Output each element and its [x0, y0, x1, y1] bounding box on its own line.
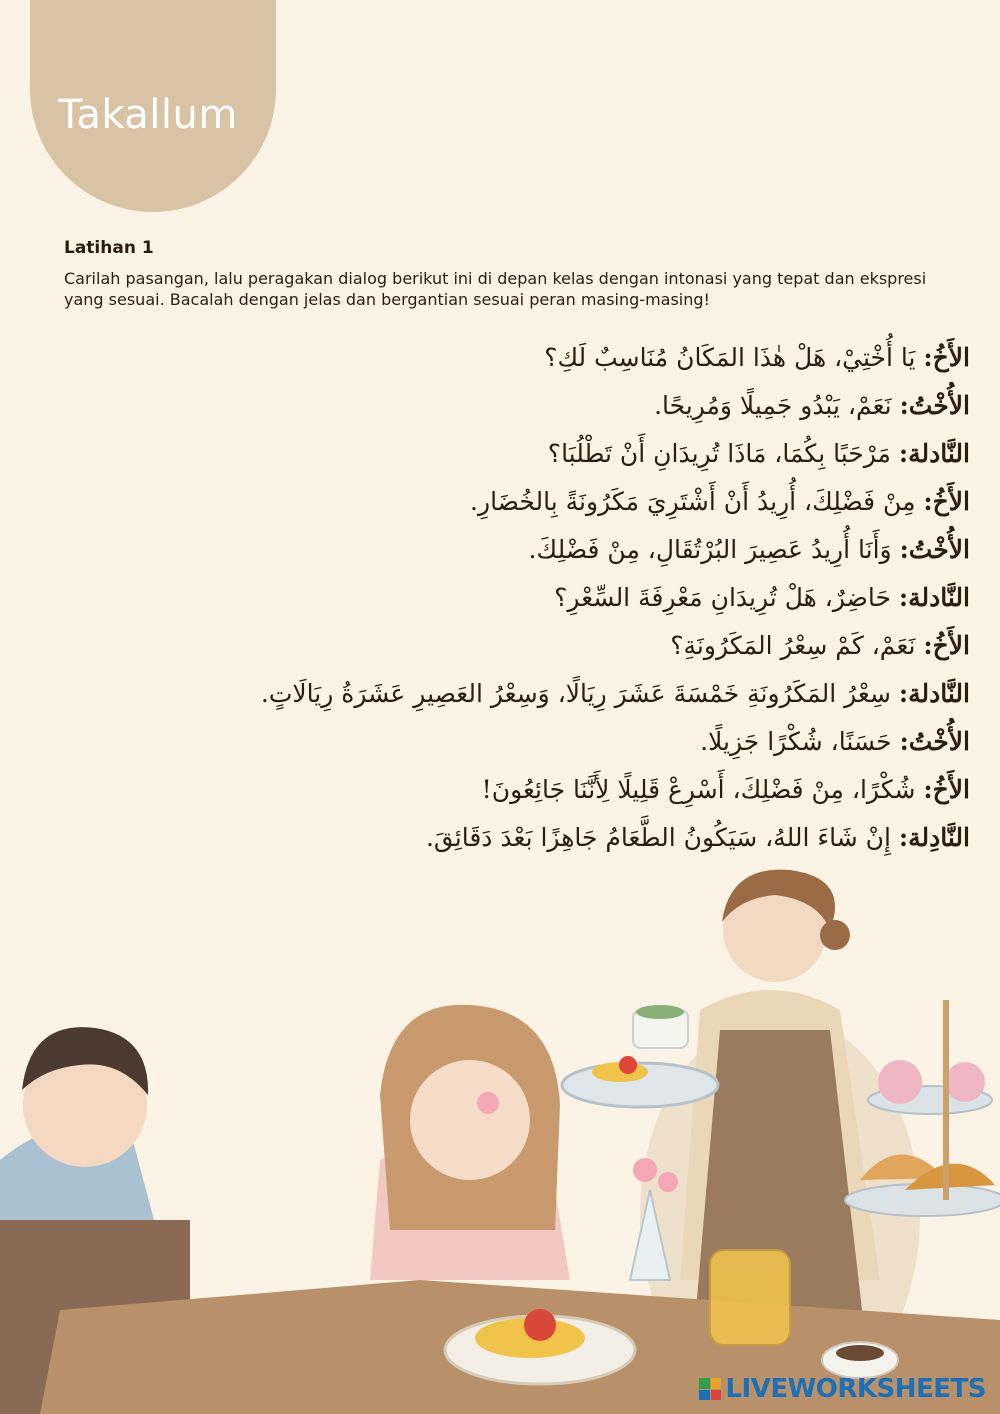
liveworksheets-logo [699, 1374, 986, 1404]
brand-text: LIVEWORKSHEETS [725, 1374, 986, 1404]
dialog-speaker: الأَخُ: [923, 343, 970, 372]
dialog-speaker: النَّادلة: [898, 439, 970, 468]
dialog-line [30, 576, 970, 624]
dialog-text: نَعَمْ، كَمْ سِعْرُ المَكَرُونَةِ؟ [670, 631, 924, 660]
dialog-text: وَأَنَا أُرِيدُ عَصِيرَ البُرْتُقَالِ، مِنْ فَضْلِكَ. [528, 535, 900, 564]
dialog-speaker: الأَخُ: [923, 487, 970, 516]
dialog-text: مَرْحَبًا بِكُمَا، مَاذَا تُرِيدَانِ أَنْ تَطْلُبَا؟ [547, 439, 899, 468]
dialog-speaker: النَّادلة: [898, 679, 970, 708]
dialog-text: إِنْ شَاءَ اللهُ، سَيَكُونُ الطَّعَامُ جَاهِزًا بَعْدَ دَقَائِقَ. [425, 823, 899, 852]
dialog-speaker: الأُخْتُ: [899, 391, 970, 420]
dialog-line [30, 432, 970, 480]
dialog-text: مِنْ فَضْلِكَ، أُرِيدُ أَنْ أَشْتَرِيَ مَكَرُونَةً بِالخُضَارِ. [470, 487, 924, 516]
dialog-text: سِعْرُ المَكَرُونَةِ خَمْسَةَ عَشَرَ رِيَالًا، وَسِعْرُ العَصِيرِ عَشَرَةُ رِيَالَاتٍ. [260, 679, 899, 708]
dialog-speaker: الأَخُ: [923, 775, 970, 804]
dialog-list [30, 336, 970, 864]
dialog-speaker: الأُخْتُ: [899, 727, 970, 756]
dialog-line [30, 672, 970, 720]
dialog-speaker: الأَخُ: [923, 631, 970, 660]
page-title: Takallum [58, 92, 238, 138]
dialog-line [30, 624, 970, 672]
dialog-line [30, 720, 970, 768]
dialog-speaker: الأُخْتُ: [899, 535, 970, 564]
dialog-text: حَاضِرٌ، هَلْ تُرِيدَانِ مَعْرِفَةَ السِّعْرِ؟ [554, 583, 899, 612]
dialog-line [30, 528, 970, 576]
dialog-line [30, 336, 970, 384]
dialog-text: شُكْرًا، مِنْ فَضْلِكَ، أَسْرِعْ قَلِيلًا لِأَنَّنَا جَائِعُونَ! [481, 775, 924, 804]
exercise-title: Latihan 1 [64, 238, 154, 258]
dialog-text: يَا أُخْتِيْ، هَلْ هٰذَا المَكَانُ مُنَاسِبٌ لَكِ؟ [544, 343, 924, 372]
dialog-line [30, 768, 970, 816]
dialog-speaker: النَّادلة: [898, 583, 970, 612]
dialog-line [30, 384, 970, 432]
dialog-text: نَعَمْ، يَبْدُو جَمِيلًا وَمُرِيحًا. [654, 391, 900, 420]
dialog-line [30, 816, 970, 864]
girl-figure [370, 1005, 570, 1280]
exercise-instruction: Carilah pasangan, lalu peragakan dialog berikut ini di depan kelas dengan intonasi yang tepat dan ekspresi yang sesuai. Bacalah dengan jelas dan bergantian sesuai peran masing-masing! [64, 269, 927, 309]
restaurant-illustration [0, 860, 1000, 1414]
dialog-speaker: النَّادِلة: [898, 823, 970, 852]
dialog-text: حَسَنًا، شُكْرًا جَزِيلًا. [700, 727, 900, 756]
dialog-line [30, 480, 970, 528]
liveworksheets-icon [699, 1378, 721, 1400]
